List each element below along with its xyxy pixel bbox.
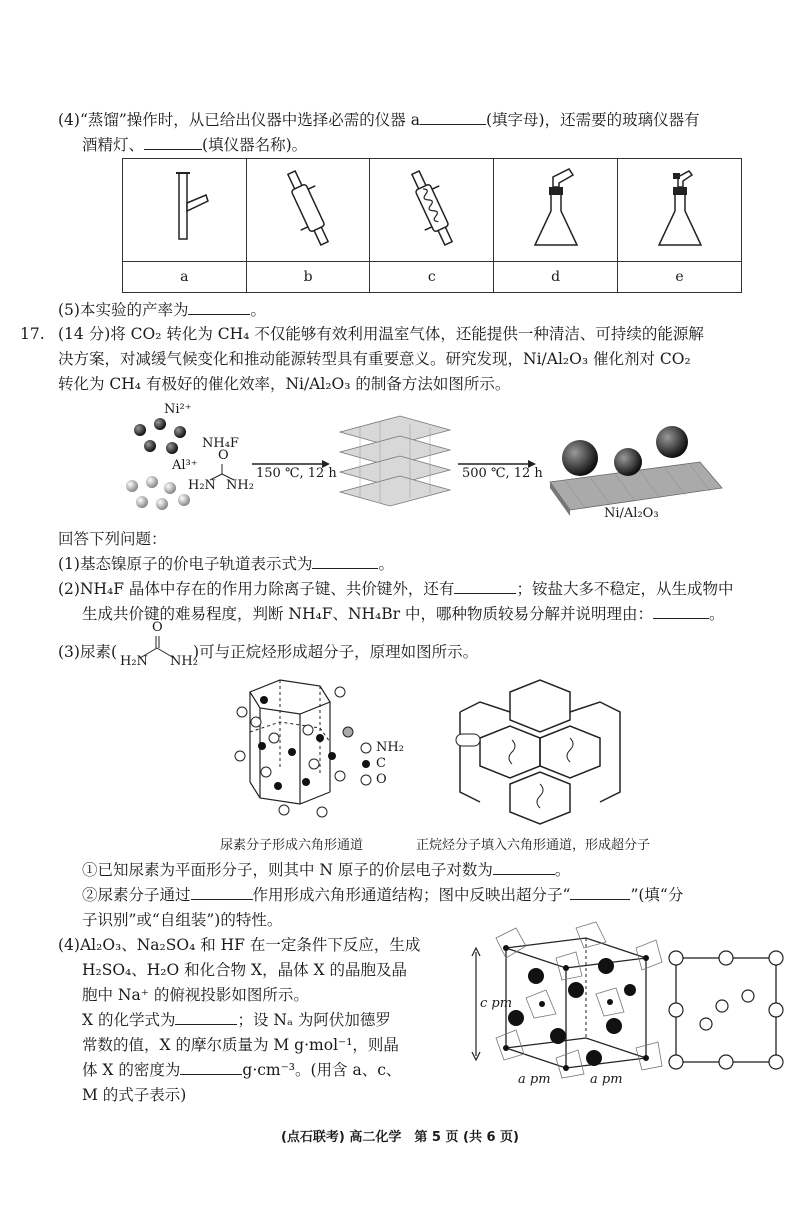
legend-nh2: NH₂ xyxy=(376,740,404,755)
apparatus-table xyxy=(122,158,742,293)
q17-sub1: ①已知尿素为平面形分子，则其中 N 原子的价层电子对数为 。 xyxy=(82,858,570,882)
step2-condition: 500 ℃, 12 h xyxy=(462,466,543,481)
label-d: d xyxy=(494,262,618,293)
answer-blank[interactable] xyxy=(188,298,250,315)
figure-caption-left: 尿素分子形成六角形通道 xyxy=(220,838,364,853)
urea-channel-figure xyxy=(220,672,690,852)
preparation-scheme xyxy=(110,402,730,524)
apparatus-e xyxy=(618,159,742,262)
q17-item4-line5: 常数的值，X 的摩尔质量为 M g·mol⁻¹，则晶 xyxy=(82,1036,399,1054)
q17-item1: (1)基态镍原子的价电子轨道表示式为 。 xyxy=(58,552,394,576)
apparatus-d xyxy=(494,159,618,262)
q17-intro-line3: 转化为 CH₄ 有极好的催化效率，Ni/Al₂O₃ 的制备方法如图所示。 xyxy=(58,375,511,393)
nh4f-label: NH₄F xyxy=(202,436,239,451)
product-label: Ni/Al₂O₃ xyxy=(604,506,659,521)
q17-sub2-line1: ②尿素分子通过 作用形成六角形通道结构；图中反映出超分子“ ”(填“分 xyxy=(82,883,683,907)
label-b: b xyxy=(246,262,370,293)
apparatus-b xyxy=(246,159,370,262)
q17-intro-line1: (14 分)将 CO₂ 转化为 CH₄ 不仅能够有效利用温室气体，还能提供一种清洁、可持续的能源解 xyxy=(58,325,704,343)
figure-caption-right: 正烷烃分子填入六角形通道，形成超分子 xyxy=(416,838,651,853)
q17-item4-line2: H₂SO₄、H₂O 和化合物 X，晶体 X 的晶胞及晶 xyxy=(82,961,407,979)
crystal-cell-figure xyxy=(466,918,786,1094)
apparatus-c xyxy=(370,159,494,262)
ni-ion-label: Ni²⁺ xyxy=(164,402,192,417)
q17-intro-line2: 决方案，对减缓气候变化和推动能源转型具有重要意义。研究发现，Ni/Al₂O₃ 催化剂对 CO₂ xyxy=(58,350,691,368)
q17-item4-line6: 体 X 的密度为 g·cm⁻³。(用含 a、c、 xyxy=(82,1058,401,1082)
answer-blank[interactable] xyxy=(312,552,378,569)
q17-item3: (3)尿素( )可与正烷烃形成超分子，原理如图所示。 xyxy=(58,643,479,661)
answer-blank[interactable] xyxy=(144,133,202,150)
urea-nh2-label: NH₂ xyxy=(226,478,254,493)
cell-a-label-1: a pm xyxy=(518,1072,551,1087)
urea-o-label: O xyxy=(218,448,229,463)
q16-item5: (5)本实验的产率为 。 xyxy=(58,298,266,322)
q16-item4-line1: (4)“蒸馏”操作时，从已给出仪器中选择必需的仪器 a (填字母)，还需要的玻璃仪器有 xyxy=(58,108,700,132)
label-c: c xyxy=(370,262,494,293)
cell-a-label-2: a pm xyxy=(590,1072,623,1087)
answer-blank[interactable] xyxy=(493,858,555,875)
urea-h2n: H₂N xyxy=(120,654,148,669)
urea-o: O xyxy=(152,620,163,635)
label-a: a xyxy=(123,262,247,293)
urea-h2n-label: H₂N xyxy=(188,478,216,493)
q17-item2-line1: (2)NH₄F 晶体中存在的作用力除离子键、共价键外，还有 ；铵盐大多不稳定，从生成物中 xyxy=(58,577,733,601)
legend-c: C xyxy=(376,756,386,771)
apparatus-a xyxy=(123,159,247,262)
urea-nh2: NH₂ xyxy=(170,654,198,669)
q17-item4-line1: (4)Al₂O₃、Na₂SO₄ 和 HF 在一定条件下反应，生成 xyxy=(58,936,421,954)
q17-item2-line2: 生成共价键的难易程度，判断 NH₄F、NH₄Br 中，哪种物质较易分解并说明理由： 。 xyxy=(82,602,725,626)
legend-o: O xyxy=(376,772,387,787)
q17-item4-line7: M 的式子表示) xyxy=(82,1086,187,1104)
page-footer: (点石联考) 高二化学 第 5 页 (共 6 页) xyxy=(280,1130,519,1145)
label-e: e xyxy=(618,262,742,293)
answer-blank[interactable] xyxy=(570,883,630,900)
q17-sub2-line2: 子识别”或“自组装”)的特性。 xyxy=(82,911,283,929)
cell-c-label: c pm xyxy=(480,996,513,1011)
al-ion-label: Al³⁺ xyxy=(172,458,198,473)
q16-item4-line2: 酒精灯、 (填仪器名称)。 xyxy=(82,133,307,157)
q17-item4-line3: 胞中 Na⁺ 的俯视投影如图所示。 xyxy=(82,986,309,1004)
answer-blank[interactable] xyxy=(454,577,516,594)
answer-blank[interactable] xyxy=(180,1058,242,1075)
answer-blank[interactable] xyxy=(653,602,709,619)
answer-blank[interactable] xyxy=(420,108,486,125)
answer-prompt: 回答下列问题： xyxy=(58,530,167,548)
urea-structure xyxy=(116,620,198,672)
answer-blank[interactable] xyxy=(191,883,253,900)
q17-number: 17. xyxy=(20,325,45,343)
step1-condition: 150 ℃, 12 h xyxy=(256,466,337,481)
q17-item4-line4: X 的化学式为 ；设 Nₐ 为阿伏加德罗 xyxy=(82,1008,391,1032)
answer-blank[interactable] xyxy=(175,1008,237,1025)
